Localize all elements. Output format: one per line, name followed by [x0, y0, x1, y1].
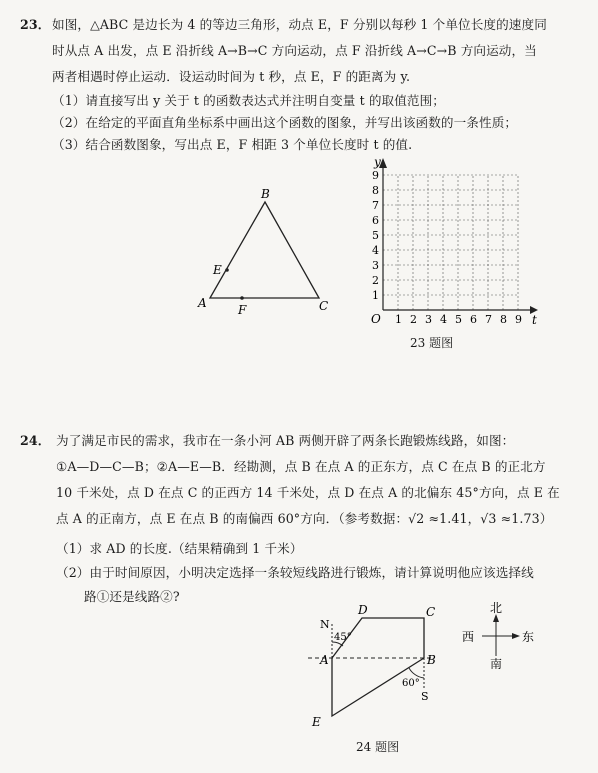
q23-stem-line-3: 两者相遇时停止运动．设运动时间为 t 秒，点 E，F 的距离为 y. — [52, 69, 411, 84]
t-tick-label: 5 — [455, 313, 462, 326]
label-a: A — [198, 296, 207, 310]
origin-label: O — [371, 312, 381, 326]
q24-number: 24． — [20, 433, 51, 448]
q24-stem-line-3: 10 千米处，点 D 在点 C 的正西方 14 千米处，点 D 在点 A 的北偏东 45°方向，点 E 在 — [56, 485, 560, 500]
q23-part-1: （1）请直接写出 y 关于 t 的函数表达式并注明自变量 t 的取值范围； — [52, 93, 445, 108]
compass-south: 南 — [490, 657, 503, 671]
q24-stem-line-1: 为了满足市民的需求，我市在一条小河 AB 两侧开辟了两条长跑锻炼线路，如图： — [56, 433, 515, 448]
q24-stem-line-4: 点 A 的正南方，点 E 在点 B 的南偏西 60°方向．（参考数据：√2 ≈1.41，√3 ≈1.73） — [56, 511, 553, 526]
y-tick-label: 1 — [372, 289, 379, 302]
y-tick-label: 2 — [372, 274, 379, 287]
y-tick-label: 9 — [372, 169, 379, 182]
label-angle-45: 45° — [334, 632, 352, 643]
q24-route-figure — [306, 602, 466, 732]
q23-part-2: （2）在给定的平面直角坐标系中画出这个函数的图象，并写出该函数的一条性质； — [52, 115, 518, 130]
compass-rose — [462, 600, 542, 670]
t-tick-label: 2 — [410, 313, 417, 326]
compass-north: 北 — [490, 601, 503, 615]
q23-number: 23． — [20, 17, 51, 32]
label-s: S — [421, 690, 429, 703]
q23-part-3: （3）结合函数图象，写出点 E，F 相距 3 个单位长度时 t 的值. — [52, 137, 413, 152]
label-f: F — [238, 303, 247, 317]
q23-coordinate-grid — [358, 156, 538, 326]
label-c: C — [319, 299, 329, 313]
q23-caption: 23 题图 — [410, 336, 454, 350]
y-tick-label: 6 — [372, 214, 379, 227]
t-tick-label: 8 — [500, 313, 507, 326]
q24-part-1: （1）求 AD 的长度.（结果精确到 1 千米） — [56, 541, 303, 556]
label-e: E — [312, 715, 321, 729]
t-tick-label: 4 — [440, 313, 447, 326]
compass-east-arrow — [512, 633, 520, 639]
t-tick-label: 9 — [515, 313, 522, 326]
y-tick-label: 8 — [372, 184, 379, 197]
point-e — [225, 268, 229, 272]
q24-caption: 24 题图 — [356, 740, 400, 754]
label-e: E — [213, 263, 222, 277]
label-b: B — [427, 653, 436, 667]
y-tick-label: 5 — [372, 229, 379, 242]
tick-labels — [372, 169, 522, 326]
q23-stem-line-1: 如图，△ABC 是边长为 4 的等边三角形，动点 E，F 分别以每秒 1 个单位长度的速度同 — [52, 17, 547, 32]
q23-stem-line-2: 时从点 A 出发，点 E 沿折线 A→B→C 方向运动，点 F 沿折线 A→C→B 方向运动，当 — [52, 43, 537, 58]
compass-east: 东 — [522, 630, 535, 644]
label-d: D — [358, 603, 368, 617]
q24-part-2-line-2: 路①还是线路②? — [84, 589, 180, 604]
y-tick-label: 4 — [372, 244, 379, 257]
y-tick-label: 7 — [372, 199, 379, 212]
q23-triangle-figure — [198, 188, 338, 318]
t-tick-label: 6 — [470, 313, 477, 326]
q24-part-2-line-1: （2）由于时间原因，小明决定选择一条较短线路进行锻炼，请计算说明他应该选择线 — [56, 565, 534, 580]
point-f — [240, 296, 244, 300]
label-angle-60: 60° — [402, 678, 420, 689]
y-axis-label: y — [374, 155, 381, 169]
t-tick-label: 3 — [425, 313, 432, 326]
angle-arc-60 — [409, 668, 424, 678]
label-c: C — [426, 605, 436, 619]
compass-west: 西 — [462, 630, 475, 644]
t-tick-label: 1 — [395, 313, 402, 326]
q24-stem-line-2: ①A—D—C—B；②A—E—B．经勘测，点 B 在点 A 的正东方，点 C 在点 B 的正北方 — [56, 459, 546, 474]
label-n: N — [320, 618, 330, 631]
compass-north-arrow — [493, 614, 499, 622]
t-tick-label: 7 — [485, 313, 492, 326]
y-tick-label: 3 — [372, 259, 379, 272]
t-axis-label: t — [532, 313, 537, 327]
grid-lines — [383, 175, 518, 310]
triangle-abc — [210, 202, 319, 298]
label-a: A — [320, 653, 329, 667]
label-b: B — [261, 187, 270, 201]
